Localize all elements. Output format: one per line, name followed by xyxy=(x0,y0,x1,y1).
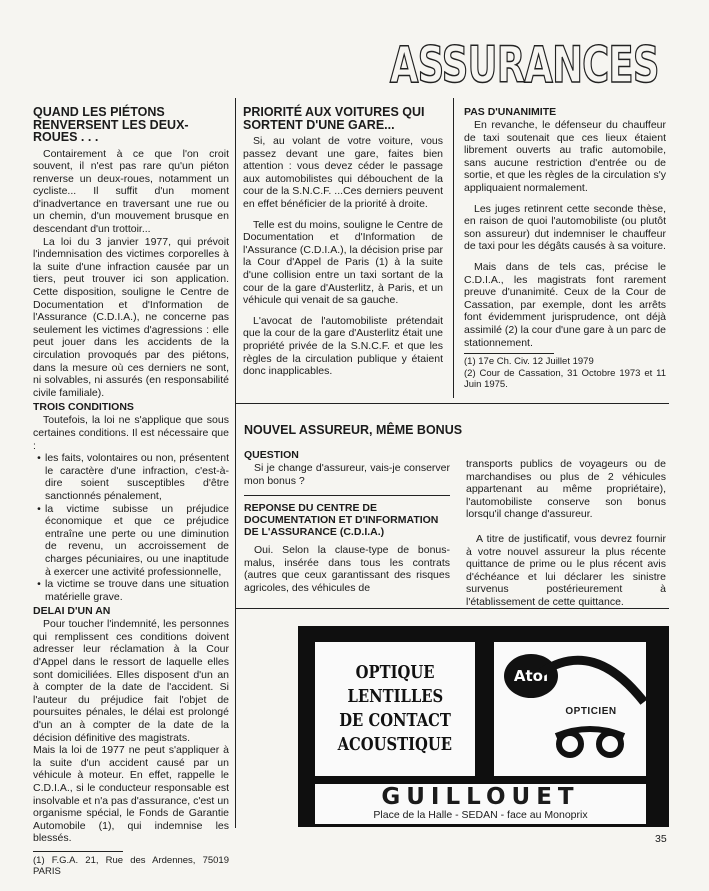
article-gare-suite xyxy=(464,106,666,391)
ad-logo-box xyxy=(494,642,646,776)
paragraph: Contairement à ce que l'on croit souvent, il n'est pas rare qu'un piéton renverse un deux-roues, notamment un cycliste... Il suffit d'un moment d'inadvertance en traversant une rue ou un chemin, d'un mouvement brusque en descendant d'un trottoir... xyxy=(33,147,229,236)
bullet-item: • la victime se trouve dans une situation matérielle grave. xyxy=(33,578,229,603)
paragraph: L'avocat de l'automobiliste prétendait que la cour de la gare d'Austerlitz était une propriété privée de la S.N.C.F. et que les règles de la circulation publique y étaient donc inapplicables. xyxy=(243,314,443,378)
ad-services-box xyxy=(315,642,475,776)
footnote-rule xyxy=(464,353,554,354)
section-rule xyxy=(236,608,669,609)
ad-service: OPTIQUE xyxy=(355,662,435,683)
article-title: NOUVEL ASSUREUR, MÊME BONUS xyxy=(244,423,463,437)
paragraph: Toutefois, la loi ne s'applique que sous certaines conditions. Il est nécessaire que : xyxy=(33,414,229,452)
paragraph: Telle est du moins, souligne le Centre de Documentation et d'Information de l'Assurance (C.D.I.A.), la décision prise par la Cour d'Appel de Paris (1) à la suite d'une collision entre un taxi sortant de la cour de la gare d'Austerlitz, à Paris, et un véhicule qui venait de sa gauche. xyxy=(243,218,443,307)
footnote: (1) 17e Ch. Civ. 12 Juillet 1979 xyxy=(464,356,594,368)
subheading: PAS D'UNANIMITE xyxy=(464,106,557,118)
column-divider xyxy=(453,98,454,398)
advertisement xyxy=(298,626,669,827)
paragraph: Si je change d'assureur, vais-je conserver mon bonus ? xyxy=(244,462,450,487)
article-bonus-title xyxy=(244,424,664,441)
article-bonus-left xyxy=(244,449,450,595)
paragraph: A titre de justificatif, vous devrez fournir à votre nouvel assureur la plus récente quittance de prime ou le plus récent avis d'échéance et lui déclarer les sinistre survenus postérieurement à l'établissement de cette quittance. xyxy=(466,532,666,608)
paragraph: Mais dans de tels cas, précise le C.D.I.A., les magistrats font rarement preuve d'unanimité. Ceux de la Cour de Cassation, par exemple, dont les arrêts font évidemment jurisprudence, ont déjà assimilé (2) la cour d'une gare à un parc de stationnement. xyxy=(464,260,666,349)
paragraph: En revanche, le défenseur du chauffeur de taxi soutenait que ces lieux étaient librement ouverts au trafic automobile, sans aucune restriction d'entrée ou de sortie, et que les règles de la circulation s'y appliquaient normalement. xyxy=(464,119,666,194)
section-title: ASSURANCES xyxy=(389,37,659,95)
divider xyxy=(244,495,450,496)
paragraph: Oui. Selon la clause-type de bonus-malus, insérée dans tous les contrats (autres que ceux garantissant des risques agricoles, des véhicules de xyxy=(244,544,450,594)
bullet-item: • la victime subisse un préjudice économique et que ce préjudice entraîne une perte ou une diminution de revenu, un accroissement de charges pécuniaires, ou une inaptitude à exercer une activité professionnelle, xyxy=(33,503,229,579)
ad-brand: GUILLOUET xyxy=(381,784,580,810)
page-number: 35 xyxy=(655,833,667,845)
article-title: PRIORITÉ AUX VOITURES QUI SORTENT D'UNE GARE... xyxy=(243,105,425,132)
atol-logo-text: Atol xyxy=(513,667,549,685)
glasses-icon xyxy=(552,722,632,762)
subheading: DELAI D'UN AN xyxy=(33,605,111,618)
footnote: (1) F.G.A. 21, Rue des Ardennes, 75019 PARIS xyxy=(33,854,229,878)
article-pietons xyxy=(33,106,229,878)
footnote: (2) Cour de Cassation, 31 Octobre 1973 et 11 Juin 1975. xyxy=(464,367,666,391)
paragraph: La loi du 3 janvier 1977, qui prévoit l'indemnisation des victimes corporelles à la suite d'une infraction causée par un tiers, peut trouver ici son application. Cette disposition, souligne le Centre de Documentation et d'Information de l'Assurance (C.D.I.A.), ne concerne pas seulement les victimes d'agressions : elle peut jouer dans les accidents de la circulation provoqués par des piétons, dans la mesure où ces derniers ne sont, ni solvables, ni assurés (en responsabilité civile familiale). xyxy=(33,235,229,399)
subheading: QUESTION xyxy=(244,449,299,461)
paragraph: Mais la loi de 1977 ne peut s'appliquer à la suite d'un accident causé par un véhicule à moteur. En effet, rappelle le C.D.I.A., si le conducteur responsable est insolvable et n'a pas d'assurance, c'est un organisme spécial, le Fonds de Garantie Automobile (1), qui indemnise les blessés. xyxy=(33,744,229,845)
article-gare xyxy=(243,106,443,378)
footnote-rule xyxy=(33,851,123,852)
paragraph: Les juges retinrent cette seconde thèse, en raison de quoi l'automobiliste (ou plutôt son assureur) dut indemniser le chauffeur de taxi pour les dégâts causés à sa voiture. xyxy=(464,202,666,253)
column-divider xyxy=(235,98,236,828)
ad-brand-box xyxy=(315,784,646,824)
article-bonus-right xyxy=(466,458,666,609)
paragraph: Pour toucher l'indemnité, les personnes qui remplissent ces conditions doivent adresser leur réclamation à la Cour d'Appel dans le ressort de laquelle elles sont domiciliées. Elles disposent d'un an à compter de la date de l'accident. Si l'auteur du préjudice fait l'objet de poursuites pénales, le délai est prolongé d'un an à compter de la date de la décision définitive des magistrats. xyxy=(33,618,229,744)
section-rule xyxy=(236,403,669,404)
ad-service: ACOUSTIQUE xyxy=(337,734,453,755)
opticien-label: OPTICIEN xyxy=(565,706,617,717)
ad-service: DE CONTACT xyxy=(339,710,451,731)
article-title: QUAND LES PIÉTONS RENVERSENT LES DEUX-ROUES . . . xyxy=(33,105,189,144)
ad-address: Place de la Halle - SEDAN - face au Monoprix xyxy=(373,809,588,821)
paragraph: Si, au volant de votre voiture, vous passez devant une gare, faites bien attention : vous devez céder le passage aux automobilistes qui débouchent de la cour de la S.N.C.F. ...Ces derniers peuvent en effet bénéficier de la priorité à droite. xyxy=(243,135,443,210)
bullet-item: • les faits, volontaires ou non, présentent le caractère d'une infraction, c'est-à-dire soient susceptibles d'être sanctionnés pénalement, xyxy=(33,452,229,502)
ad-service: LENTILLES xyxy=(347,686,443,707)
subheading: TROIS CONDITIONS xyxy=(33,401,134,414)
paragraph: transports publics de voyageurs ou de marchandises ou plus de 2 véhicules appartenant au même propriétaire), l'automobiliste conserve son bonus lorsqu'il change d'assureur. xyxy=(466,458,666,521)
subheading: REPONSE DU CENTRE DE DOCUMENTATION ET D'INFORMATION DE L'ASSURANCE (C.D.I.A.) xyxy=(244,502,439,539)
section-header xyxy=(389,37,659,95)
